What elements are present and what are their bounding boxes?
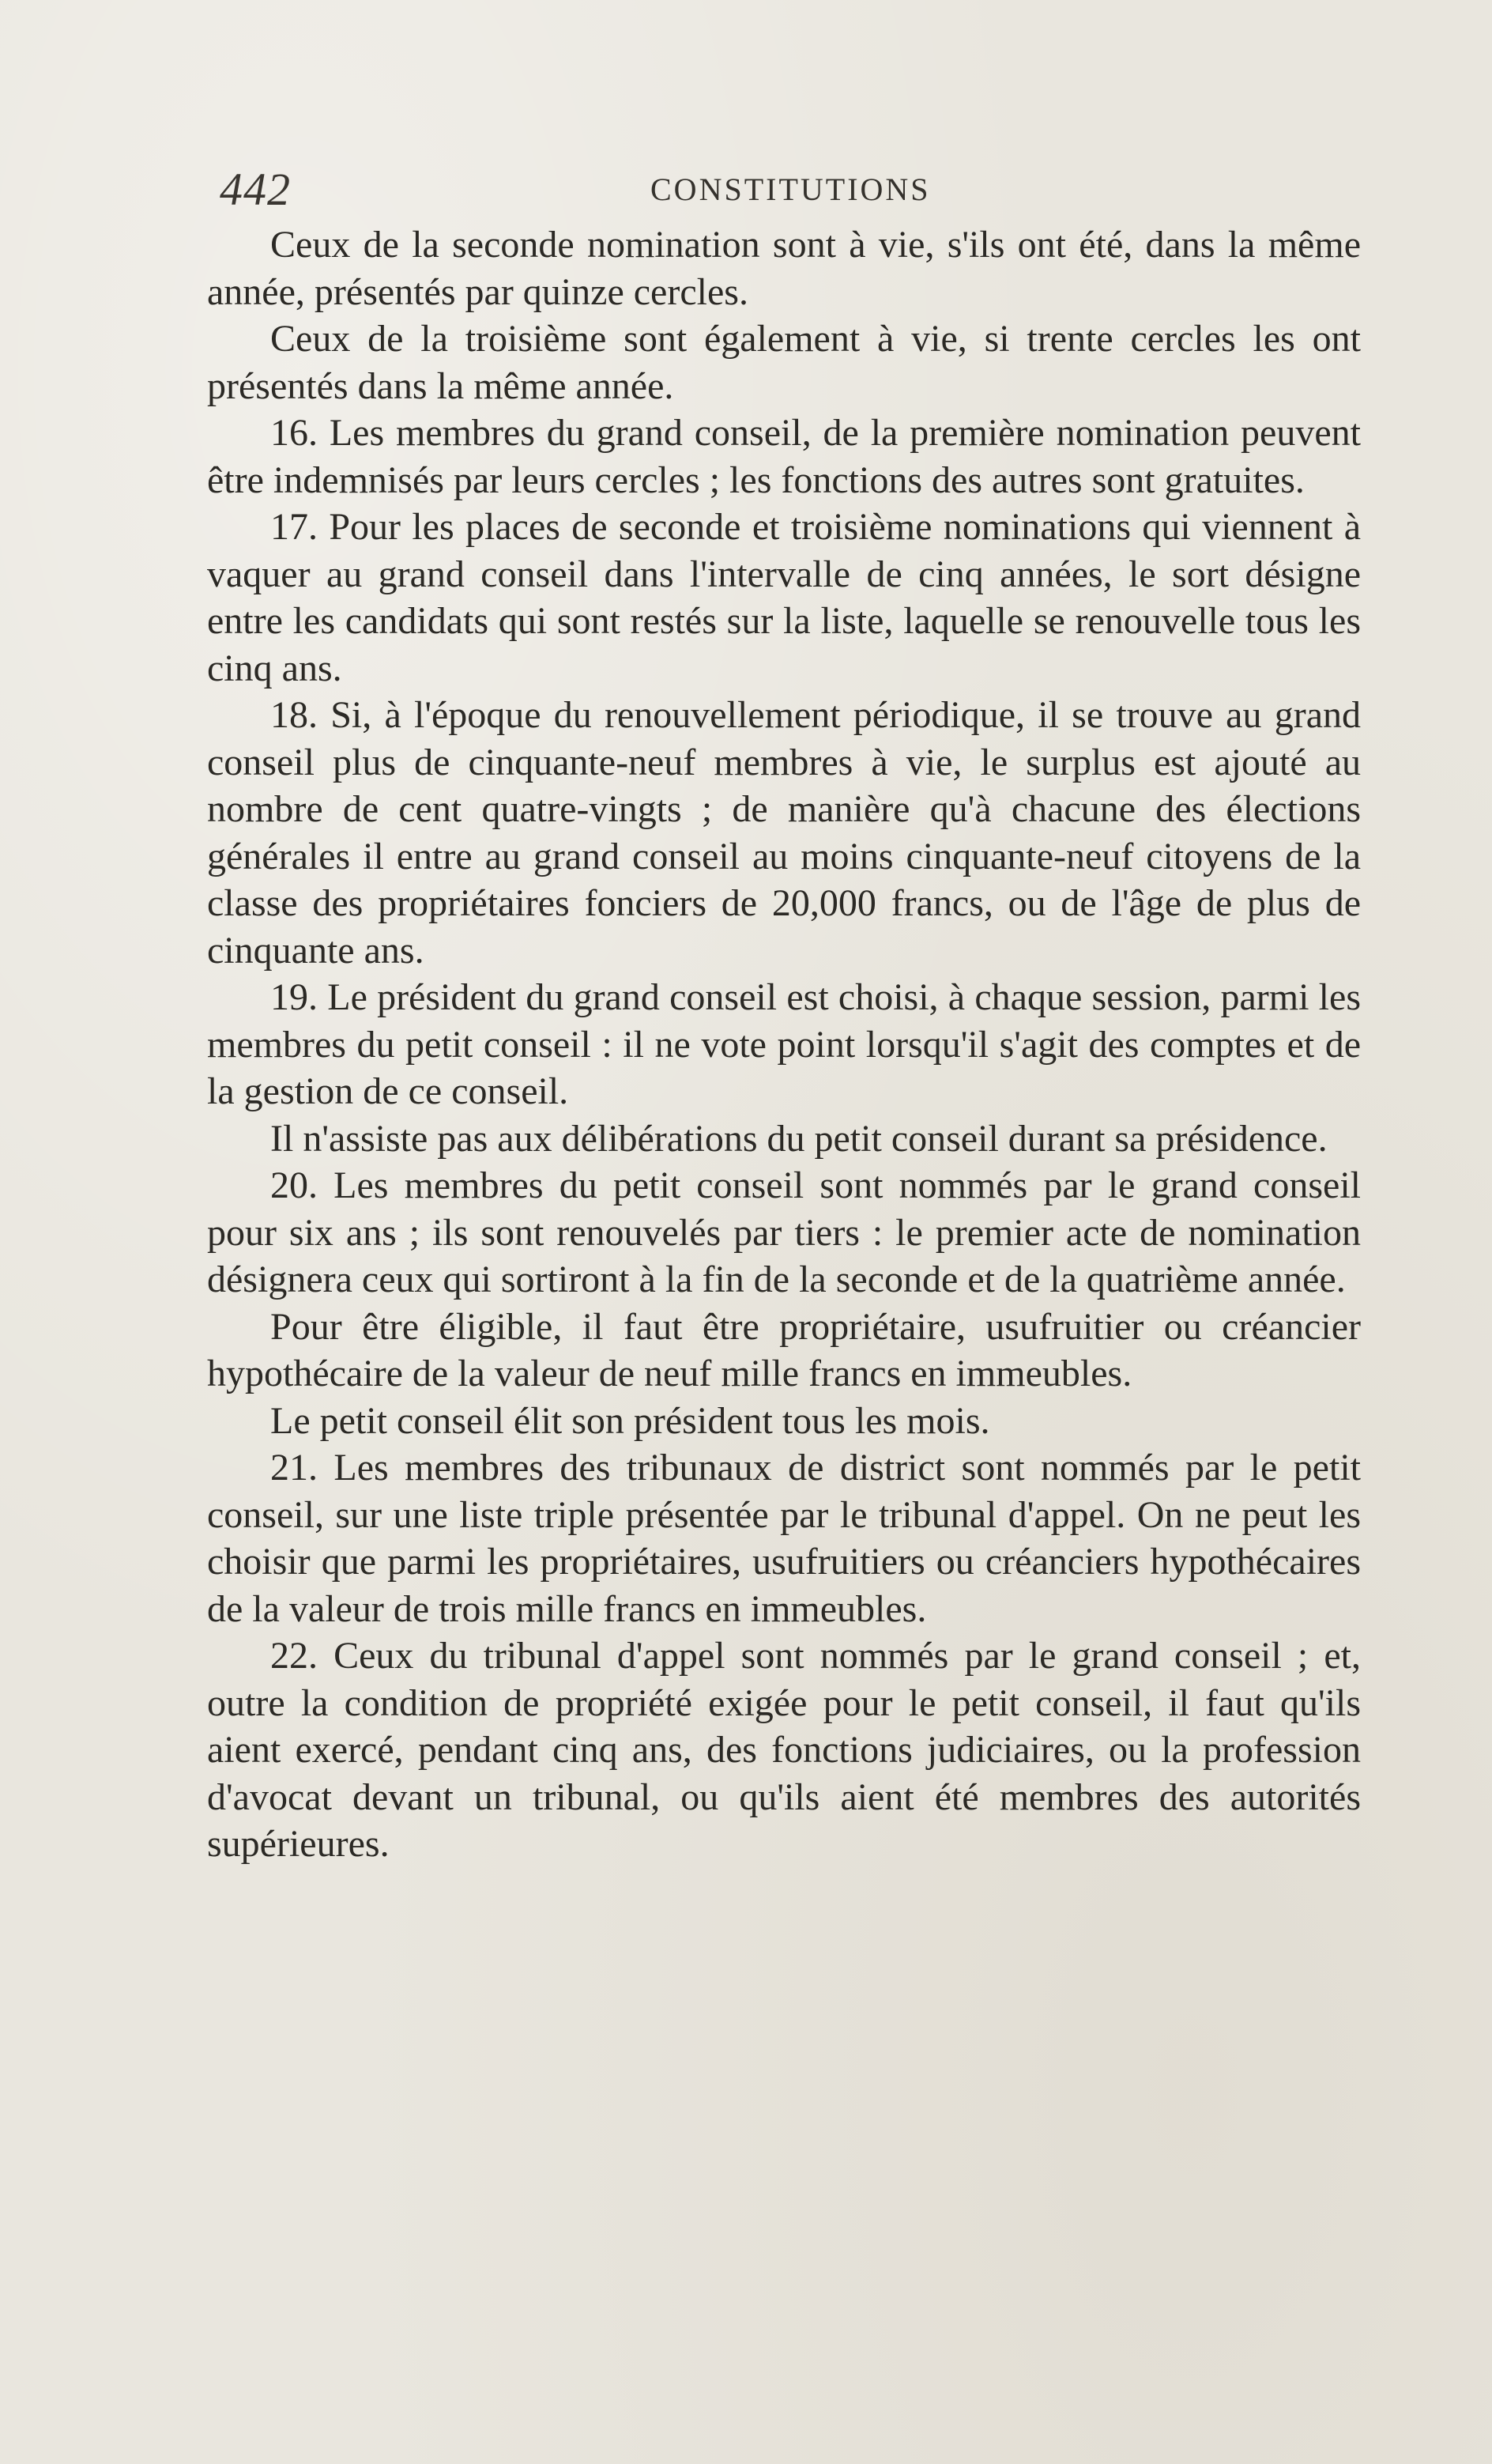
page-header: [220, 163, 1358, 215]
paragraph: 18. Si, à l'époque du renouvellement périodique, il se trouve au grand conseil plus de cinquante-neuf membres à vie, le surplus est ajouté au nombre de cent quatre-vingts ; de manière qu'à chacune des élections générales il entre au grand conseil au moins cinquante-neuf citoyens de la classe des propriétaires fonciers de 20,000 francs, ou de l'âge de plus de cinquante ans.: [207, 694, 1361, 972]
paragraph: 16. Les membres du grand conseil, de la première nomination peuvent être indemnisés par leurs cercles ; les fonctions des autres sont gratuites.: [207, 412, 1361, 501]
paragraph: Le petit conseil élit son président tous les mois.: [270, 1399, 990, 1442]
paragraph: Ceux de la troisième sont également à vie, si trente cercles les ont présentés dans la même année.: [207, 318, 1361, 407]
page-number: 442: [220, 164, 291, 215]
paragraph: 17. Pour les places de seconde et troisième nominations qui viennent à vaquer au grand conseil dans l'intervalle de cinq années, le sort désigne entre les candidats qui sont restés sur la liste, laquelle se renouvelle tous les cinq ans.: [207, 506, 1361, 689]
paragraph: Il n'assiste pas aux délibérations du petit conseil durant sa présidence.: [270, 1117, 1328, 1160]
paragraph: 22. Ceux du tribunal d'appel sont nommés par le grand conseil ; et, outre la condition de propriété exigée pour le petit conseil, il faut qu'ils aient exercé, pendant cinq ans, des fonctions judiciaires, ou la profession d'avocat devant un tribunal, ou qu'ils aient été membres des autorités supérieures.: [207, 1635, 1361, 1865]
running-title: CONSTITUTIONS: [650, 172, 931, 207]
paragraph: 19. Le président du grand conseil est choisi, à chaque session, parmi les membres du petit conseil : il ne vote point lorsqu'il s'agit des comptes et de la gestion de ce conseil.: [207, 976, 1361, 1112]
body-text: [207, 221, 1361, 1868]
paragraph: Ceux de la seconde nomination sont à vie, s'ils ont été, dans la même année, présentés par quinze cercles.: [207, 224, 1361, 313]
paragraph: 20. Les membres du petit conseil sont nommés par le grand conseil pour six ans ; ils sont renouvelés par tiers : le premier acte de nomination désignera ceux qui sortiront à la fin de la seconde et de la quatrième année.: [207, 1164, 1361, 1300]
paragraph: 21. Les membres des tribunaux de district sont nommés par le petit conseil, sur une liste triple présentée par le tribunal d'appel. On ne peut les choisir que parmi les propriétaires, usufruitiers ou créanciers hypothécaires de la valeur de trois mille francs en immeubles.: [207, 1447, 1361, 1630]
paragraph: Pour être éligible, il faut être propriétaire, usufruitier ou créancier hypothécaire de la valeur de neuf mille francs en immeubles.: [207, 1305, 1361, 1394]
